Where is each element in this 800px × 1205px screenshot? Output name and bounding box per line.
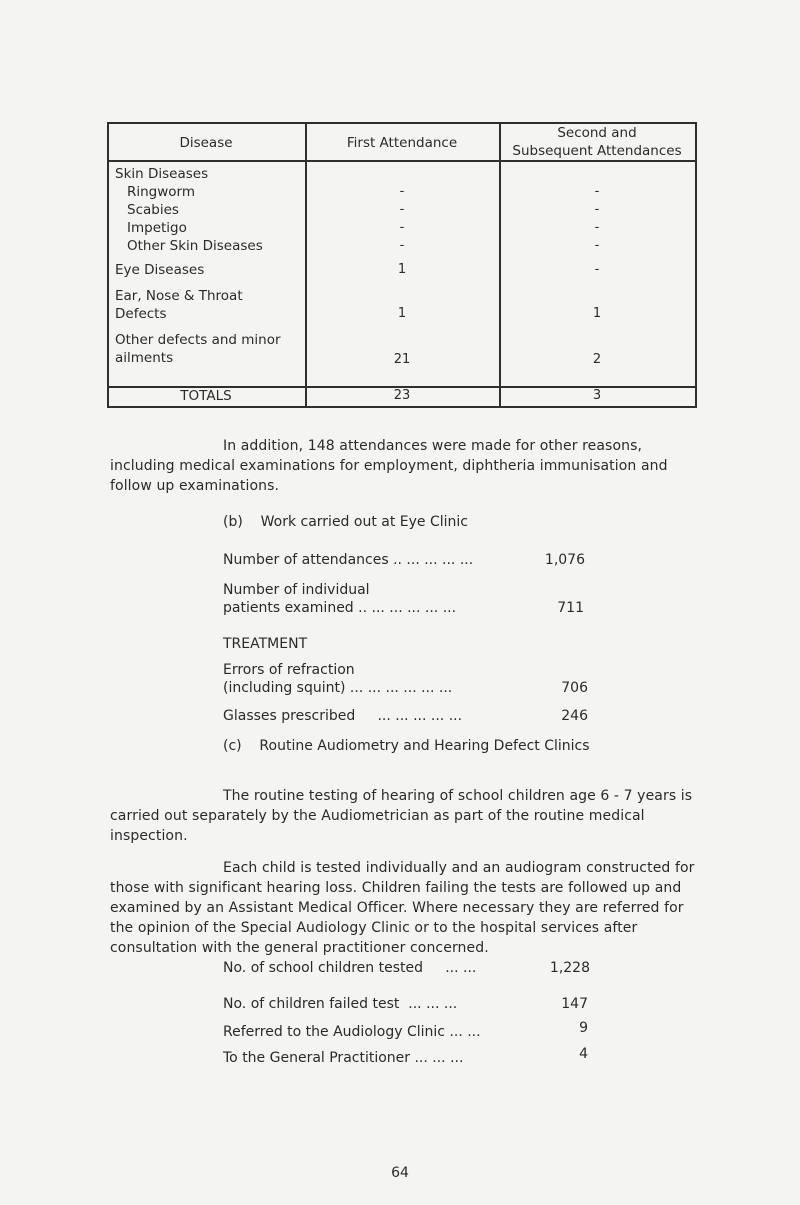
errors-label-1: Errors of refraction (223, 662, 355, 678)
row-scabies-second: - (594, 202, 600, 217)
row-ringworm-second: - (594, 184, 600, 199)
row-other-defects-label-2: ailments (115, 350, 174, 366)
row-ent-second: 1 (592, 306, 602, 321)
header-second-line1: Second and (557, 125, 637, 141)
header-second-line2: Subsequent Attendances (512, 143, 682, 159)
individual-label-1: Number of individual (223, 582, 370, 598)
row-eye-label: Eye Diseases (115, 262, 205, 278)
gp-label: To the General Practitioner ... ... ... (223, 1050, 464, 1066)
row-impetigo-first: - (399, 220, 405, 235)
row-other-defects-label-1: Other defects and minor (115, 332, 281, 348)
errors-value: 706 (561, 680, 588, 696)
attendances-label: Number of attendances .. ... ... ... ... (223, 552, 474, 568)
totals-first: 23 (393, 388, 411, 403)
individual-value: 711 (557, 600, 584, 616)
routine-paragraph: The routine testing of hearing of school children age 6 - 7 years is carried out separately by the Audiometrician as part of the routine medical inspection. (110, 788, 693, 844)
header-first-attendance: First Attendance (346, 135, 458, 151)
totals-label: TOTALS (180, 388, 232, 404)
addition-paragraph: In addition, 148 attendances were made for other reasons, including medical examinations for employment, diphtheria immunisation and follow up examinations. (110, 438, 668, 494)
row-eye-second: - (594, 262, 600, 277)
referred-label: Referred to the Audiology Clinic ... ... (223, 1024, 481, 1040)
tested-value: 1,228 (549, 960, 590, 976)
errors-label-2: (including squint) ... ... ... ... ... ... (223, 680, 453, 696)
table-left-border (107, 122, 109, 408)
row-impetigo-label: Impetigo (127, 220, 187, 236)
failed-label: No. of children failed test ... ... ... (223, 996, 458, 1012)
each-child-paragraph: Each child is tested individually and an audiogram constructed for those with significant hearing loss. Children failing the tests are followed up and examined by an Assistant Medical Officer. Where necessary they are referred for the opinion of the Special Audiology Clinic or to the hospital services after consultation with the general practitioner concerned. (110, 860, 695, 956)
attendance-table (107, 122, 696, 408)
row-impetigo-second: - (594, 220, 600, 235)
row-scabies-label: Scabies (127, 202, 179, 218)
row-other-skin-second: - (594, 238, 600, 253)
row-other-skin-label: Other Skin Diseases (127, 238, 263, 254)
row-other-skin-first: - (399, 238, 405, 253)
row-ringworm-first: - (399, 184, 405, 199)
row-skin-heading: Skin Diseases (115, 166, 209, 182)
row-other-defects-first: 21 (393, 352, 411, 367)
gp-value: 4 (579, 1046, 588, 1062)
page-number: 64 (391, 1165, 409, 1181)
section-c-heading: (c) Routine Audiometry and Hearing Defect Clinics (223, 738, 590, 754)
table-right-border (695, 122, 697, 408)
row-eye-first: 1 (397, 262, 407, 277)
section-b-heading: (b) Work carried out at Eye Clinic (223, 514, 468, 530)
row-other-defects-second: 2 (592, 352, 602, 367)
row-ent-label-1: Ear, Nose & Throat (115, 288, 243, 304)
individual-label-2: patients examined .. ... ... ... ... ... (223, 600, 457, 616)
table-bottom-border (107, 406, 696, 408)
glasses-label: Glasses prescribed ... ... ... ... ... (223, 708, 463, 724)
row-ent-label-2: Defects (115, 306, 167, 322)
failed-value: 147 (561, 996, 588, 1012)
totals-second: 3 (592, 388, 602, 403)
row-scabies-first: - (399, 202, 405, 217)
row-ringworm-label: Ringworm (127, 184, 196, 200)
treatment-heading: TREATMENT (223, 636, 308, 652)
referred-value: 9 (579, 1020, 588, 1036)
header-disease: Disease (179, 135, 233, 151)
tested-label: No. of school children tested ... ... (223, 960, 477, 976)
attendances-value: 1,076 (544, 552, 585, 568)
glasses-value: 246 (561, 708, 588, 724)
row-ent-first: 1 (397, 306, 407, 321)
